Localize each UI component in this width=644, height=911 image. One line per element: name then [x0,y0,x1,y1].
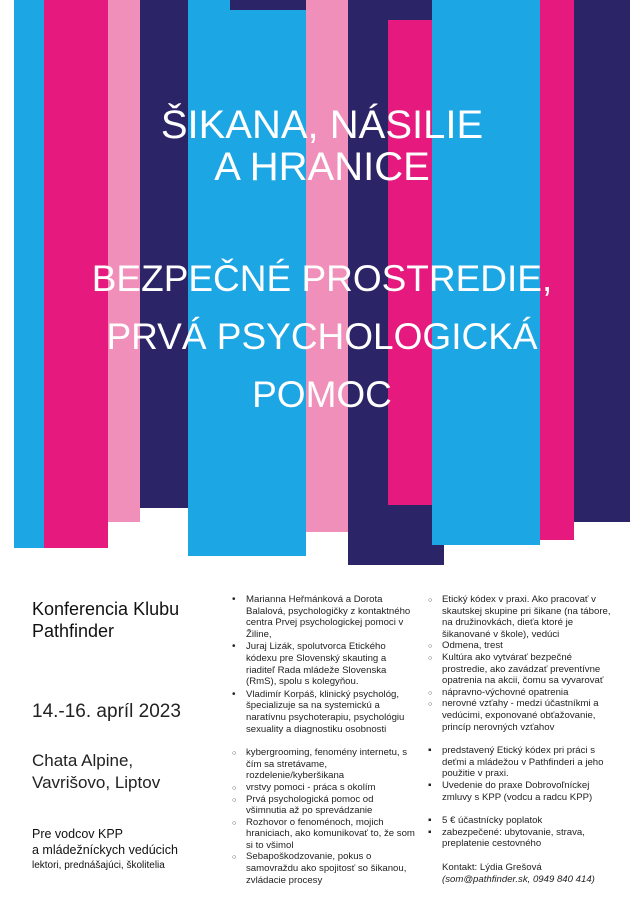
hero-title-line1: ŠIKANA, NÁSILIE [160,103,484,147]
stripe-cyan-4 [472,0,540,30]
conference-name-line1: Konferencia Klubu [32,599,180,619]
list-item: ○ Odmena, trest [428,640,614,652]
list-item: • Juraj Lizák, spolutvorca Etického kódexu pre Slovenský skauting a riaditeľ Rada mládeže Slovenska (RmS), spolu s kolegyňou. [232,641,416,687]
contact-details: (som@pathfinder.sk, 0949 840 414) [442,873,595,885]
conference-name-line2: Pathfinder [32,621,115,641]
list-item: • Vladimír Korpáš, klinický psychológ, špecializuje sa na systemickú a naratívnu psychoterapiu, psychológiu sexuality a diagnostiku osobnosti [232,689,416,735]
list-item: ○ Etický kódex v praxi. Ako pracovať v skautskej skupine pri šikane (na tábore, na družinovkách, dieťa ktoré je šikanované v škole), vedúci [428,594,614,640]
conference-date: 14.-16. apríl 2023 [32,701,181,722]
audience-line2: a mládežníckych vedúcich [32,843,178,857]
hero-subtitle-line3: POMOC [252,374,392,415]
conference-name [32,598,179,642]
middle-column [232,594,416,886]
hero-subtitle [0,250,644,424]
topics-list-right [428,594,614,733]
list-item: ○ Prvá psychologická pomoc od všimnutia až po sprevádzanie [232,794,416,817]
hero-title [0,104,644,188]
place-line1: Chata Alpine, [32,751,134,770]
contact [428,862,614,886]
audience [32,826,178,874]
place-line2: Vavrišovo, Liptov [32,773,161,792]
hero-title-line2: A HRANICE [214,145,430,189]
list-item: ○ vrstvy pomoci - práca s okolím [232,782,416,794]
audience-line1: Pre vodcov KPP [32,827,124,841]
audience-line3: lektori, prednášajúci, školitelia [32,860,165,871]
list-item: ▪ 5 € účastnícky poplatok [428,815,614,827]
speakers-list [232,594,416,735]
stripe-navy-5 [354,505,444,565]
fees-list [428,815,614,850]
hero-subtitle-line1: BEZPEČNÉ PROSTREDIE, [91,258,553,299]
list-item: ○ Kultúra ako vytvárať bezpečné prostredie, ako zavádzať preventívne opatrenia na akcii, čomu sa vyvarovať [428,652,614,687]
stripe-navy-2 [230,0,306,10]
list-item: ▪ predstavený Etický kódex pri práci s deťmi a mládežou v Pathfinderi a jeho použitie v praxi. [428,745,614,780]
list-item: ▪ zabezpečené: ubytovanie, strava, preplatenie cestovného [428,827,614,850]
list-item: ○ nápravno-výchovné opatrenia [428,687,614,699]
outcomes-list [428,745,614,803]
topics-list-middle [232,747,416,886]
list-item: ○ Sebapoškodzovanie, pokus o samovraždu ako spojitosť so šikanou, zvládacie procesy [232,851,416,886]
list-item: • Marianna Heřmánková a Dorota Balalová, psychologičky z kontaktného centra Prvej psychologickej pomoci v Žiline, [232,594,416,640]
conference-place [32,750,160,794]
list-item: ○ kybergrooming, fenomény internetu, s čím sa stretávame, rozdelenie/kyberšikana [232,747,416,782]
right-column [428,594,614,886]
hero-subtitle-line2: PRVÁ PSYCHOLOGICKÁ [106,316,538,357]
list-item: ▪ Uvedenie do praxe Dobrovoľníckej zmluvy s KPP (vodcu a radcu KPP) [428,780,614,803]
list-item: ○ Rozhovor o fenoménoch, mojich hraniciach, ako komunikovať to, že som si to všimol [232,817,416,852]
list-item: ○ nerovné vzťahy - medzi účastníkmi a vedúcimi, exponované obťažovanie, princíp nerovných vzťahov [428,698,614,733]
contact-label: Kontakt: Lýdia Grešová [442,861,542,873]
